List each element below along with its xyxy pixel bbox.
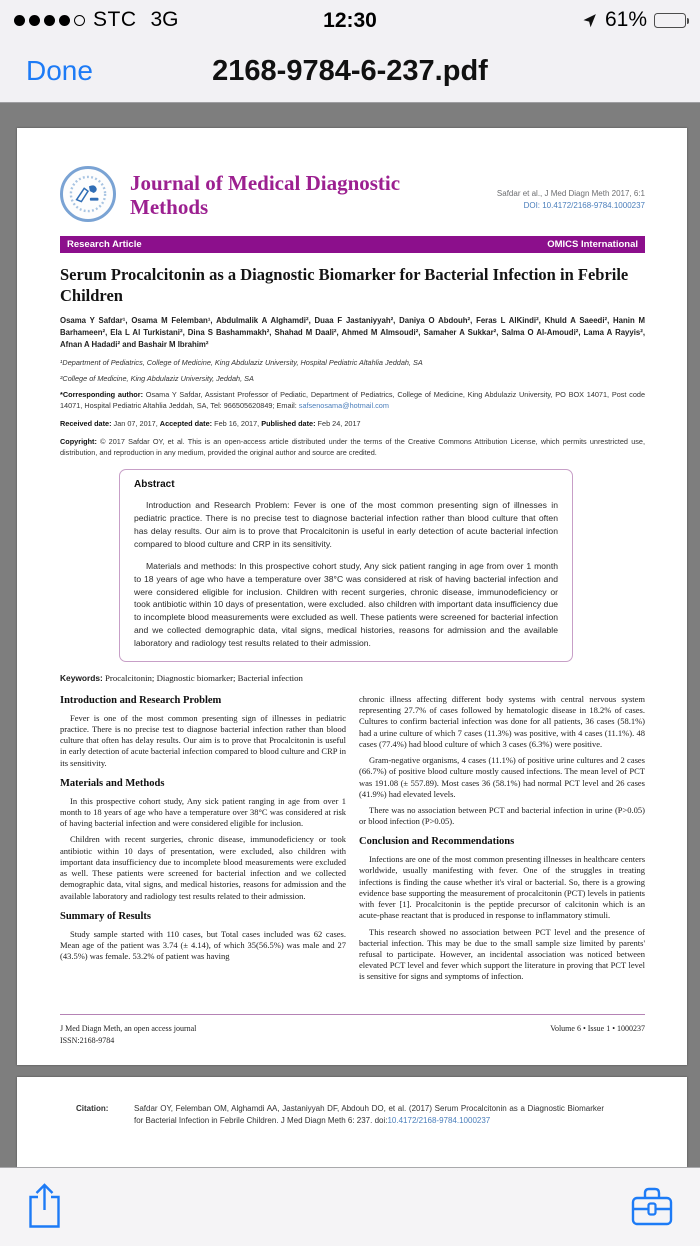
bottom-toolbar xyxy=(0,1167,700,1246)
carrier-label: STC xyxy=(93,8,137,31)
conclusion-paragraph-1: Infections are one of the most common presenting illnesses in healthcare centers worldwide, usually manifesting with fever. One of the struggles in treating infections is finding the cause whether it's viral or bacterial. So, there is a growing evidence base supporting the measurement of procalcitonin (PCT) levels in patients with fever [1]. Procalcitonin is the peptide precursor of calcitonin which is an acute-phase reactant that is produced in response to inflammatory stimuli. xyxy=(359,854,645,921)
network-type-label: 3G xyxy=(150,8,179,31)
methods-paragraph-1: In this prospective cohort study, Any sick patient ranging in age from over 1 month to 18 years of age who have a temperature over 38°C was considered at risk of having bacterial infection and were considered eligible for inclusion. xyxy=(60,795,346,829)
share-icon xyxy=(26,1182,63,1232)
battery-percent-label: 61% xyxy=(604,8,647,31)
right-column xyxy=(359,692,645,1014)
citation-block xyxy=(60,1103,645,1128)
affiliation-1: ¹Department of Pediatrics, College of Medicine, King Abdulaziz University, Hospital Pediatric Altahlia Jeddah, SA xyxy=(60,358,423,368)
article-body xyxy=(60,692,645,1014)
published-label: Published date: xyxy=(261,419,316,429)
pdf-page-1 xyxy=(17,128,687,1065)
footer-volume-line: Volume 6 • Issue 1 • 1000237 xyxy=(550,1024,645,1033)
citation-text xyxy=(134,1103,604,1128)
corresponding-text: Osama Y Safdar, Assistant Professor of Pediatic, Department of Pediatrics, College of Medicine, King Abdulaziz University, PO BOX 14071, Post code 14071, Hospital Pediatric Altahlia Jeddah, SA, Tel: 966505620849; Email: xyxy=(60,390,646,411)
page-footer xyxy=(60,1014,645,1047)
results-paragraph: Study sample started with 110 cases, but Total cases included was 62 cases. Mean age of the patient was 3.74 (± 4.14), of which 35(56.5%) was male and 27 (43.5%) was female. 53.2% of patient was having xyxy=(60,928,346,962)
copyright-note xyxy=(60,437,645,459)
corresponding-label: *Corresponding author: xyxy=(60,390,144,400)
conclusion-heading: Conclusion and Recommendations xyxy=(359,836,515,848)
location-arrow-icon xyxy=(581,12,598,29)
journal-header xyxy=(60,166,645,222)
left-column xyxy=(60,692,346,1014)
citation-label: Citation: xyxy=(76,1104,109,1113)
results-continued-1: chronic illness affecting different body systems with central nervous system representing 27.7% of cases followed by hematologic disease in 18.2% of cases. Cultures to confirm bacterial infection was done for all patients, 36 cases (58.1%) had a urine culture of which 7 cases (11.3%) was positive, with 4 cases (11.1%). 48 cases (77.4%) had blood culture of which 3 cases (6.3%) were positive. xyxy=(359,693,645,749)
ios-header xyxy=(0,0,700,103)
footer-rule xyxy=(60,1014,645,1015)
authors-list: Osama Y Safdar¹, Osama M Felemban¹, Abdulmalik A Alghamdi², Duaa F Jastaniyyah², Daniya O Abdouh², Feras L AlKindi², Khuld A Saeedi², Hanin M Barhameen², Ela L Al Turkistani², Dina S Bashammakh², Shahad M Daali², Ahmed M Almsoudi², Samaher A Sukkar², Salma O Al-Amoudi², Lama A Rayyis², Afnan A Hadadi² and Bashair M Ibrahim² xyxy=(60,316,645,350)
methods-paragraph-2: Children with recent surgeries, chronic disease, immunodeficiency or took antibiotic within 10 days of presentation, were excluded, also children with important data insufficiency due to incomplete blood measurements were excluded as well. These patients were screened for bacterial infection and we collected demographic data, vital signs, and medical histories, reasons for admission and the available laboratory and radiology test results related to their admission. xyxy=(60,834,346,901)
toolbox-button[interactable] xyxy=(630,1185,674,1230)
journal-name: Journal of Medical Diagnostic Methods xyxy=(130,171,401,219)
abstract-paragraph-2: Materials and methods: In this prospective cohort study, Any sick patient ranging in age from over 1 month to 18 years of age who have a temperature over 38°C was considered at risk of having bacterial infection and were considered eligible for inclusion. Children with recent surgeries, chronic disease, immunodeficiency or took antibiotic within 10 days of presentation, were excluded. also children with important data insufficiency due to incomplete blood measurements were excluded as well. These patients were screened for bacterial infection and we collected demographic data, vital signs, medical histories, reasons for admission and the available laboratory and radiology test results related to their admission. xyxy=(134,560,558,649)
article-type-banner xyxy=(60,236,645,253)
toolbox-icon xyxy=(630,1185,674,1230)
abstract-box xyxy=(119,469,573,662)
abstract-paragraph-1: Introduction and Research Problem: Fever is one of the most common presenting sign of illnesses in pediatric practice. There is no precise test to diagnose bacterial infection rather than blood culture that often has delay results. Our aim is to prove that Procalcitonin is useful in early detection of acute bacterial infection compared to blood culture and CRP in its sensitivity. xyxy=(134,500,558,549)
keywords-line xyxy=(60,673,645,683)
email-link[interactable]: safsenosama@hotmail.com xyxy=(298,401,389,411)
publisher-label: OMICS International xyxy=(547,239,638,250)
doi-link[interactable]: DOI: 10.4172/2168-9784.1000237 xyxy=(523,201,645,210)
methods-heading: Materials and Methods xyxy=(60,777,165,789)
dates-line xyxy=(60,419,645,430)
abstract-heading: Abstract xyxy=(134,479,175,491)
article-type-label: Research Article xyxy=(67,239,142,250)
clock: 12:30 xyxy=(323,9,377,32)
results-heading: Summary of Results xyxy=(60,910,151,922)
journal-logo xyxy=(60,166,116,222)
document-title: 2168-9784-6-237.pdf xyxy=(212,54,488,87)
article-title: Serum Procalcitonin as a Diagnostic Biomarker for Bacterial Infection in Febrile Children xyxy=(60,265,629,305)
footer-issn-line: ISSN:2168-9784 xyxy=(60,1036,115,1045)
received-date: Jan 07, 2017, xyxy=(111,419,160,429)
copyright-label: Copyright: xyxy=(60,437,97,447)
battery-icon xyxy=(654,13,686,28)
keywords-text: Procalcitonin; Diagnostic biomarker; Bacterial infection xyxy=(102,672,303,683)
citation-doi-link[interactable]: 10.4172/2168-9784.1000237 xyxy=(387,1116,491,1126)
footer-journal-line: J Med Diagn Meth, an open access journal xyxy=(60,1024,197,1033)
share-button[interactable] xyxy=(26,1182,63,1232)
nav-bar xyxy=(0,40,700,102)
intro-paragraph: Fever is one of the most common presenting sign of illnesses in pediatric practice. There is no precise test to diagnose bacterial infection rather than blood culture that often has delay results. Our aim is to prove that Procalcitonin is useful in early detection of acute bacterial infection compared to blood culture and CRP in its sensitivity. xyxy=(60,712,346,768)
pdf-page-2 xyxy=(17,1077,687,1167)
battery-nub xyxy=(687,18,690,24)
citation-body-text: Safdar OY, Felemban OM, Alghamdi AA, Jastaniyyah DF, Abdouh DO, et al. (2017) Serum Procalcitonin as a Diagnostic Biomarker for Bacterial Infection in Febrile Children. J Med Diagn Meth 6: 237. doi: xyxy=(134,1104,604,1126)
results-continued-2: Gram-negative organisms, 4 cases (11.1%) of positive urine cultures and 2 cases (66.7%) of positive blood culture mostly caused infections. The mean level of PCT was 191.08 (± 557.89). Most cases 36 (58.1%) had normal PCT level and 26 cases (41.9%) had elevated levels. xyxy=(359,755,645,799)
affiliation-2: ²College of Medicine, King Abdulaziz University, Jeddah, SA xyxy=(60,374,254,384)
intro-heading: Introduction and Research Problem xyxy=(60,694,222,706)
citation-meta: Safdar et al., J Med Diagn Meth 2017, 6:1 xyxy=(496,189,645,198)
results-continued-3: There was no association between PCT and bacterial infection in urine (P>0.05) or blood infection (P>0.05). xyxy=(359,804,645,827)
published-date: Feb 24, 2017 xyxy=(315,419,361,429)
status-bar xyxy=(0,0,700,40)
received-label: Received date: xyxy=(60,419,112,429)
copyright-text: © 2017 Safdar OY, et al. This is an open-access article distributed under the terms of the Creative Commons Attribution License, which permits unrestricted use, distribution, and reproduction in any medium, provided the original author and source are credited. xyxy=(60,437,645,458)
pdf-scroll-area[interactable] xyxy=(0,104,700,1167)
conclusion-paragraph-2: This research showed no association between PCT level and the presence of bacterial infection. This may be due to the small sample size limited by parents' refusal to participate. However, an incidental association was noticed between elevated PCT level and fever which support the literature in proving that PCT level is sensitive for signs and symptoms of infection. xyxy=(359,926,645,982)
accepted-label: Accepted date: xyxy=(159,419,213,429)
done-button[interactable]: Done xyxy=(26,55,93,86)
accepted-date: Feb 16, 2017, xyxy=(212,419,262,429)
keywords-label: Keywords: xyxy=(60,672,103,683)
corresponding-author-note xyxy=(60,390,645,412)
